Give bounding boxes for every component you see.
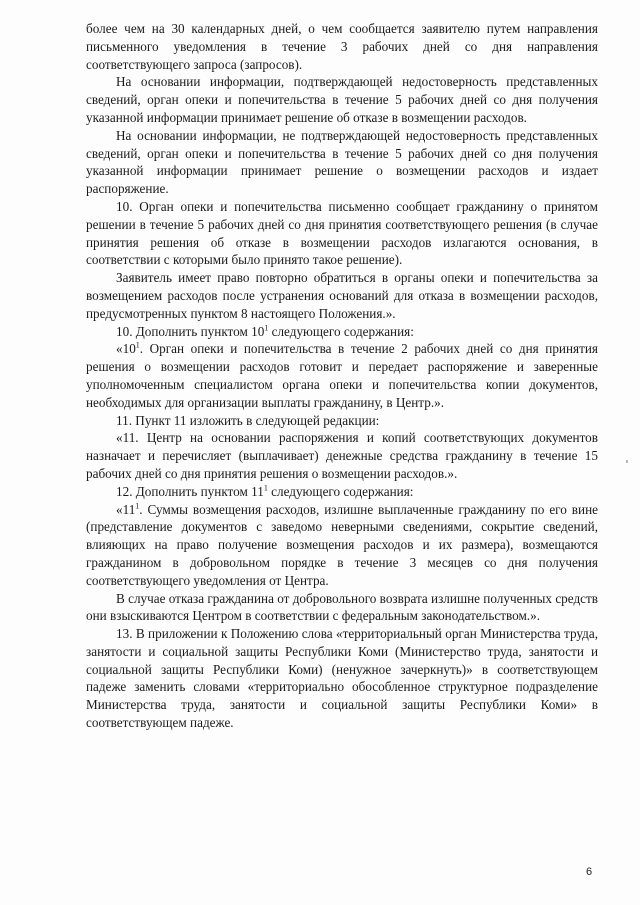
paragraph-text: следующего содержания: — [268, 323, 414, 339]
paragraph — [86, 73, 598, 126]
document-body — [86, 20, 598, 732]
paragraph — [86, 625, 598, 732]
paragraph — [86, 501, 598, 590]
paragraph-text: 10. Дополнить пунктом 10 — [116, 323, 265, 339]
paragraph-text: В случае отказа гражданина от добровольного возврата излишне полученных средств они взыскиваются Центром в соответствии с федеральным законодательством.». — [86, 590, 598, 624]
paragraph-text: На основании информации, не подтверждающей недостоверность представленных сведений, орган опеки и попечительства в течение 5 рабочих дней со дня получения указанной информации принимает решение о возмещении расходов и издает распоряжение. — [86, 127, 598, 197]
paragraph-text: 13. В приложении к Положению слова «территориальный орган Министерства труда, занятости и социальной защиты Республики Коми (Министерство труда, занятости и социальной защиты Республики Коми) (ненужное зачеркнуть)» в соответствующем падеже заменить словами «территориально обособленное структурное подразделение Министерства труда, занятости и социальной защиты Республики Коми» в соответствующем падеже. — [86, 626, 598, 731]
superscript: 1 — [264, 323, 269, 333]
paragraph — [86, 340, 598, 411]
paragraph — [86, 590, 598, 626]
superscript: 1 — [135, 501, 140, 511]
paragraph — [86, 483, 598, 501]
paragraph-text: 10. Орган опеки и попечительства письменно сообщает гражданину о принятом решении в течение 5 рабочих дней со дня принятия соответствующего решения (в случае принятия решения об отказе в возмещении расходов излагаются основания, в соответствии с которыми было принято такое решение). — [86, 198, 598, 268]
paragraph-text: . Орган опеки и попечительства в течение 2 рабочих дней со дня принятия решения о возмещении расходов готовит и передает распоряжение и заверенные уполномоченным специалистом органа опеки и попечительства копии документов, необходимых для организации выплаты гражданину, в Центр.». — [86, 341, 598, 410]
paragraph — [86, 127, 598, 198]
paragraph-text: «11 — [116, 501, 136, 517]
paragraph-text: следующего содержания: — [267, 483, 414, 499]
paragraph — [86, 412, 598, 430]
paragraph — [86, 323, 598, 341]
paragraph-text: более чем на 30 календарных дней, о чем сообщается заявителю путем направления письменного уведомления в течение 3 рабочих дней со дня направления соответствующего запроса (запросов). — [86, 21, 598, 72]
superscript: 1 — [263, 483, 268, 493]
paragraph — [86, 20, 598, 73]
page-number: 6 — [586, 866, 593, 878]
scan-mark — [626, 460, 628, 463]
paragraph-text: На основании информации, подтверждающей недостоверность представленных сведений, орган опеки и попечительства в течение 5 рабочих дней со дня получения указанной информации принимает решение об отказе в возмещении расходов. — [86, 74, 598, 125]
paragraph-text: «10 — [116, 341, 136, 357]
paragraph-text: . Суммы возмещения расходов, излишне выплаченные гражданину по его вине (представление документов с заведомо неверными сведениями, сокрытие сведений, влияющих на право получение возмещения расходов и их размера), возмещаются гражданином в добровольном порядке в течение 3 месяцев со дня получения соответствующего уведомления от Центра. — [86, 501, 598, 588]
paragraph — [86, 429, 598, 482]
paragraph-text: Заявитель имеет право повторно обратиться в органы опеки и попечительства за возмещением расходов после устранения оснований для отказа в возмещении расходов, предусмотренных пунктом 8 настоящего Положения.». — [86, 270, 598, 321]
paragraph-text: «11. Центр на основании распоряжения и копий соответствующих документов назначает и перечисляет (выплачивает) денежные средства гражданину в течение 15 рабочих дней со дня принятия решения о возмещении расходов.». — [86, 430, 598, 481]
paragraph-text: 11. Пункт 11 изложить в следующей редакции: — [116, 412, 380, 428]
superscript: 1 — [135, 340, 140, 350]
paragraph — [86, 198, 598, 269]
paragraph — [86, 269, 598, 322]
paragraph-text: 12. Дополнить пунктом 11 — [116, 483, 264, 499]
